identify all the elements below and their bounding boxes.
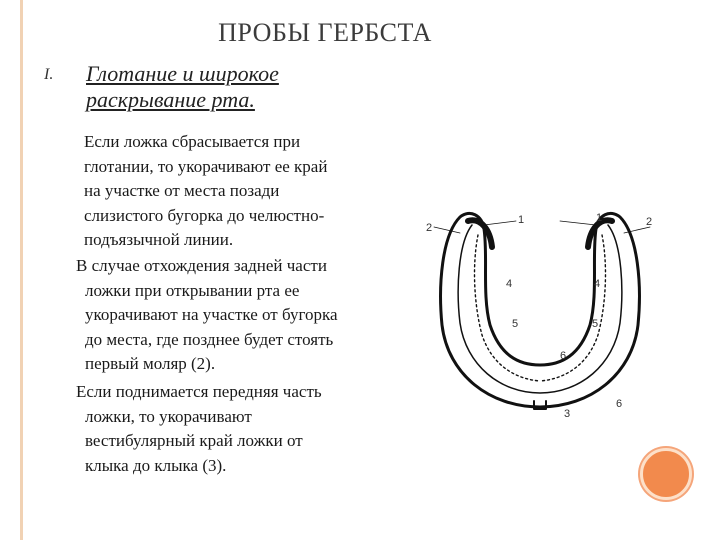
diagram-label-6-center: 6	[560, 350, 567, 362]
paragraph-line: Если поднимается передняя часть	[76, 382, 322, 401]
diagram-label-4-right: 4	[594, 278, 601, 290]
diagram-label-1-right: 1	[596, 212, 603, 224]
diagram-label-5-right: 5	[592, 318, 599, 330]
left-accent-rule	[20, 0, 23, 540]
list-number: I.	[44, 66, 54, 83]
paragraph-line: подъязычной линии.	[84, 230, 234, 249]
tray-outer-contour	[441, 213, 640, 407]
pointer-line	[484, 221, 516, 225]
diagram-label-6-right: 6	[616, 398, 623, 410]
paragraph-line: первый моляр (2).	[85, 354, 216, 373]
impression-tray-diagram	[420, 195, 660, 425]
diagram-label-2-right: 2	[646, 216, 653, 228]
paragraph-line: ложки, то укорачивают	[85, 406, 252, 426]
diagram-label-2-left: 2	[426, 222, 433, 234]
diagram-label-5-left: 5	[512, 318, 519, 330]
paragraph-line: ложки при открывании рта ее	[85, 280, 300, 300]
page-title: ПРОБЫ ГЕРБСТА	[218, 18, 432, 47]
pointer-line	[434, 227, 460, 233]
section-heading	[86, 61, 406, 113]
paragraph-line: укорачивают на участке от бугорка	[85, 305, 338, 324]
section-heading-line-2: раскрывание рта.	[86, 87, 255, 112]
paragraph-line: вестибулярный край ложки от	[85, 431, 303, 450]
diagram-label-1-left: 1	[518, 214, 525, 226]
diagram-label-4-left: 4	[506, 278, 513, 290]
decorative-circle	[640, 448, 692, 500]
paragraph-2	[76, 254, 426, 377]
paragraph-line: глотании, то укорачивают ее край	[84, 156, 328, 176]
paragraph-line: до места, где позднее будет стоять	[85, 329, 334, 349]
paragraph-3	[76, 380, 416, 478]
paragraph-line: Если ложка сбрасывается при	[84, 132, 301, 151]
pointer-line	[560, 221, 596, 225]
diagram-label-3: 3	[564, 408, 571, 420]
section-heading-line-1: Глотание и широкое	[86, 61, 279, 86]
paragraph-line: на участке от места позади	[84, 181, 280, 200]
paragraph-line: слизистого бугорка до челюстно-	[84, 205, 325, 225]
paragraph-line: В случае отхождения задней части	[76, 256, 327, 275]
paragraph-1	[84, 130, 424, 253]
paragraph-line: клыка до клыка (3).	[85, 455, 227, 475]
tray-inner-contour	[458, 225, 622, 393]
